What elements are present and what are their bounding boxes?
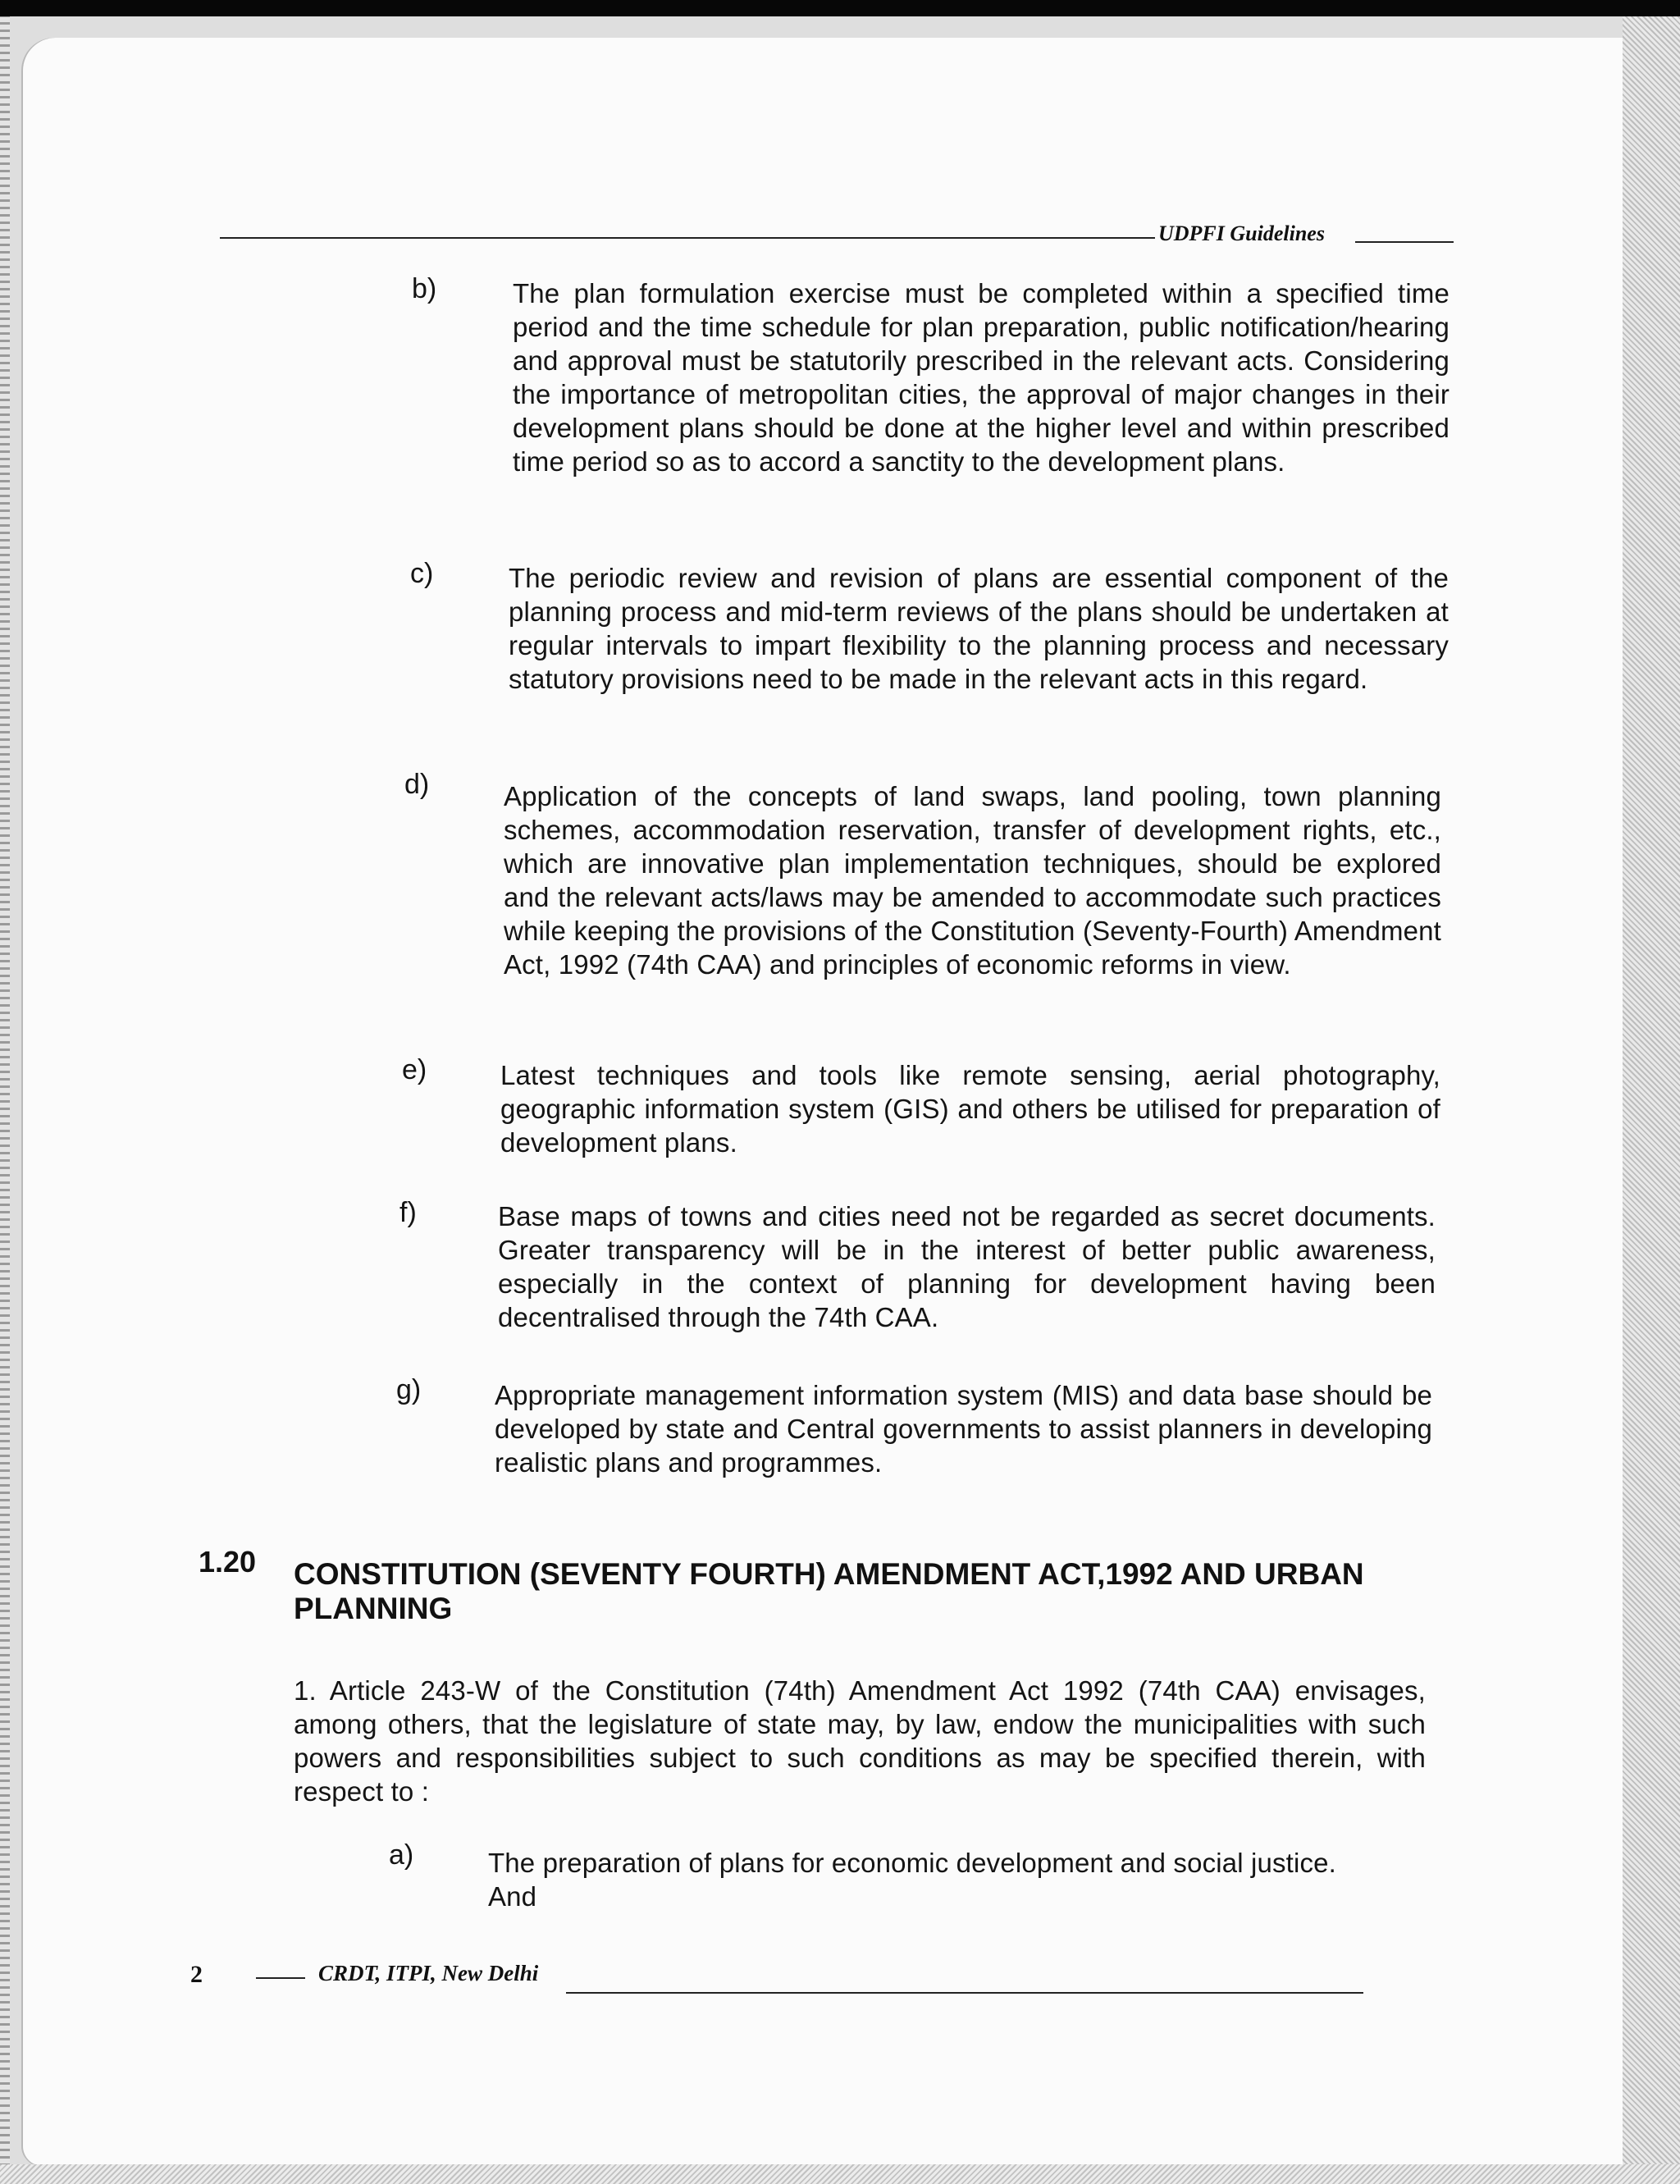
item-text-f: Base maps of towns and cities need not be regarded as secret documents. Greater transparency will be in the interest of better public awareness, especially in the context of planning for development having been decentralised through the 74th CAA.	[498, 1201, 1436, 1332]
item-label-d: d)	[404, 769, 430, 800]
item-text-b: The plan formulation exercise must be completed within a specified time period and the time schedule for plan preparation, public notification/hearing and approval must be statutorily prescribed in the relevant acts. Considering the importance of metropolitan cities, the approval of major changes in their development plans should be done at the higher level and within prescribed time period so as to accord a sanctity to the development plans.	[513, 278, 1449, 477]
header-rule-right	[1355, 241, 1454, 243]
subitem-label-a: a)	[389, 1839, 414, 1871]
item-label-e: e)	[402, 1054, 427, 1085]
item-text-e: Latest techniques and tools like remote sensing, aerial photography, geographic information system (GIS) and others be utilised for preparation of development plans.	[500, 1060, 1440, 1158]
scan-bottom-edge	[0, 2164, 1680, 2184]
section-paragraph: 1. Article 243-W of the Constitution (74th) Amendment Act 1992 (74th CAA) envisages, among others, that the legislature of state may, by law, endow the municipalities with such powers and responsibilities subject to such conditions as may be specified therein, with respect to :	[294, 1675, 1426, 1807]
running-header: UDPFI Guidelines	[1158, 222, 1325, 245]
page-number: 2	[190, 1961, 203, 1988]
item-label-f: f)	[399, 1197, 417, 1228]
item-text-d: Application of the concepts of land swaps, land pooling, town planning schemes, accommodation reservation, transfer of development rights, etc., which are innovative plan implementation techniques, should be explored and the relevant acts/laws may be amended to accommodate such practices while keeping the provisions of the Constitution (Seventy-Fourth) Amendment Act, 1992 (74th CAA) and principles of economic reforms in view.	[504, 781, 1441, 980]
section-number: 1.20	[199, 1545, 257, 1579]
section-title: CONSTITUTION (SEVENTY FOURTH) AMENDMENT ACT,1992 AND URBAN PLANNING	[294, 1557, 1364, 1625]
footer-publisher: CRDT, ITPI, New Delhi	[318, 1961, 539, 1985]
item-label-g: g)	[396, 1374, 422, 1405]
item-label-b: b)	[412, 273, 437, 304]
header-rule-left	[220, 237, 1155, 239]
scan-right-edge	[1623, 16, 1680, 2184]
subitem-text-a: The preparation of plans for economic development and social justice. And	[488, 1848, 1336, 1912]
item-text-g: Appropriate management information system (MIS) and data base should be developed by state and Central governments to assist planners in developing realistic plans and programmes.	[495, 1380, 1432, 1478]
item-text-c: The periodic review and revision of plans are essential component of the planning process and mid-term reviews of the plans should be undertaken at regular intervals to impart flexibility to the planning process and necessary statutory provisions need to be made in the relevant acts in this regard.	[509, 563, 1449, 694]
scan-left-edge	[0, 16, 10, 2166]
scan-top-border	[0, 0, 1680, 16]
footer-rule-left	[256, 1977, 305, 1979]
item-label-c: c)	[410, 558, 434, 589]
footer-rule-right	[566, 1992, 1363, 1994]
